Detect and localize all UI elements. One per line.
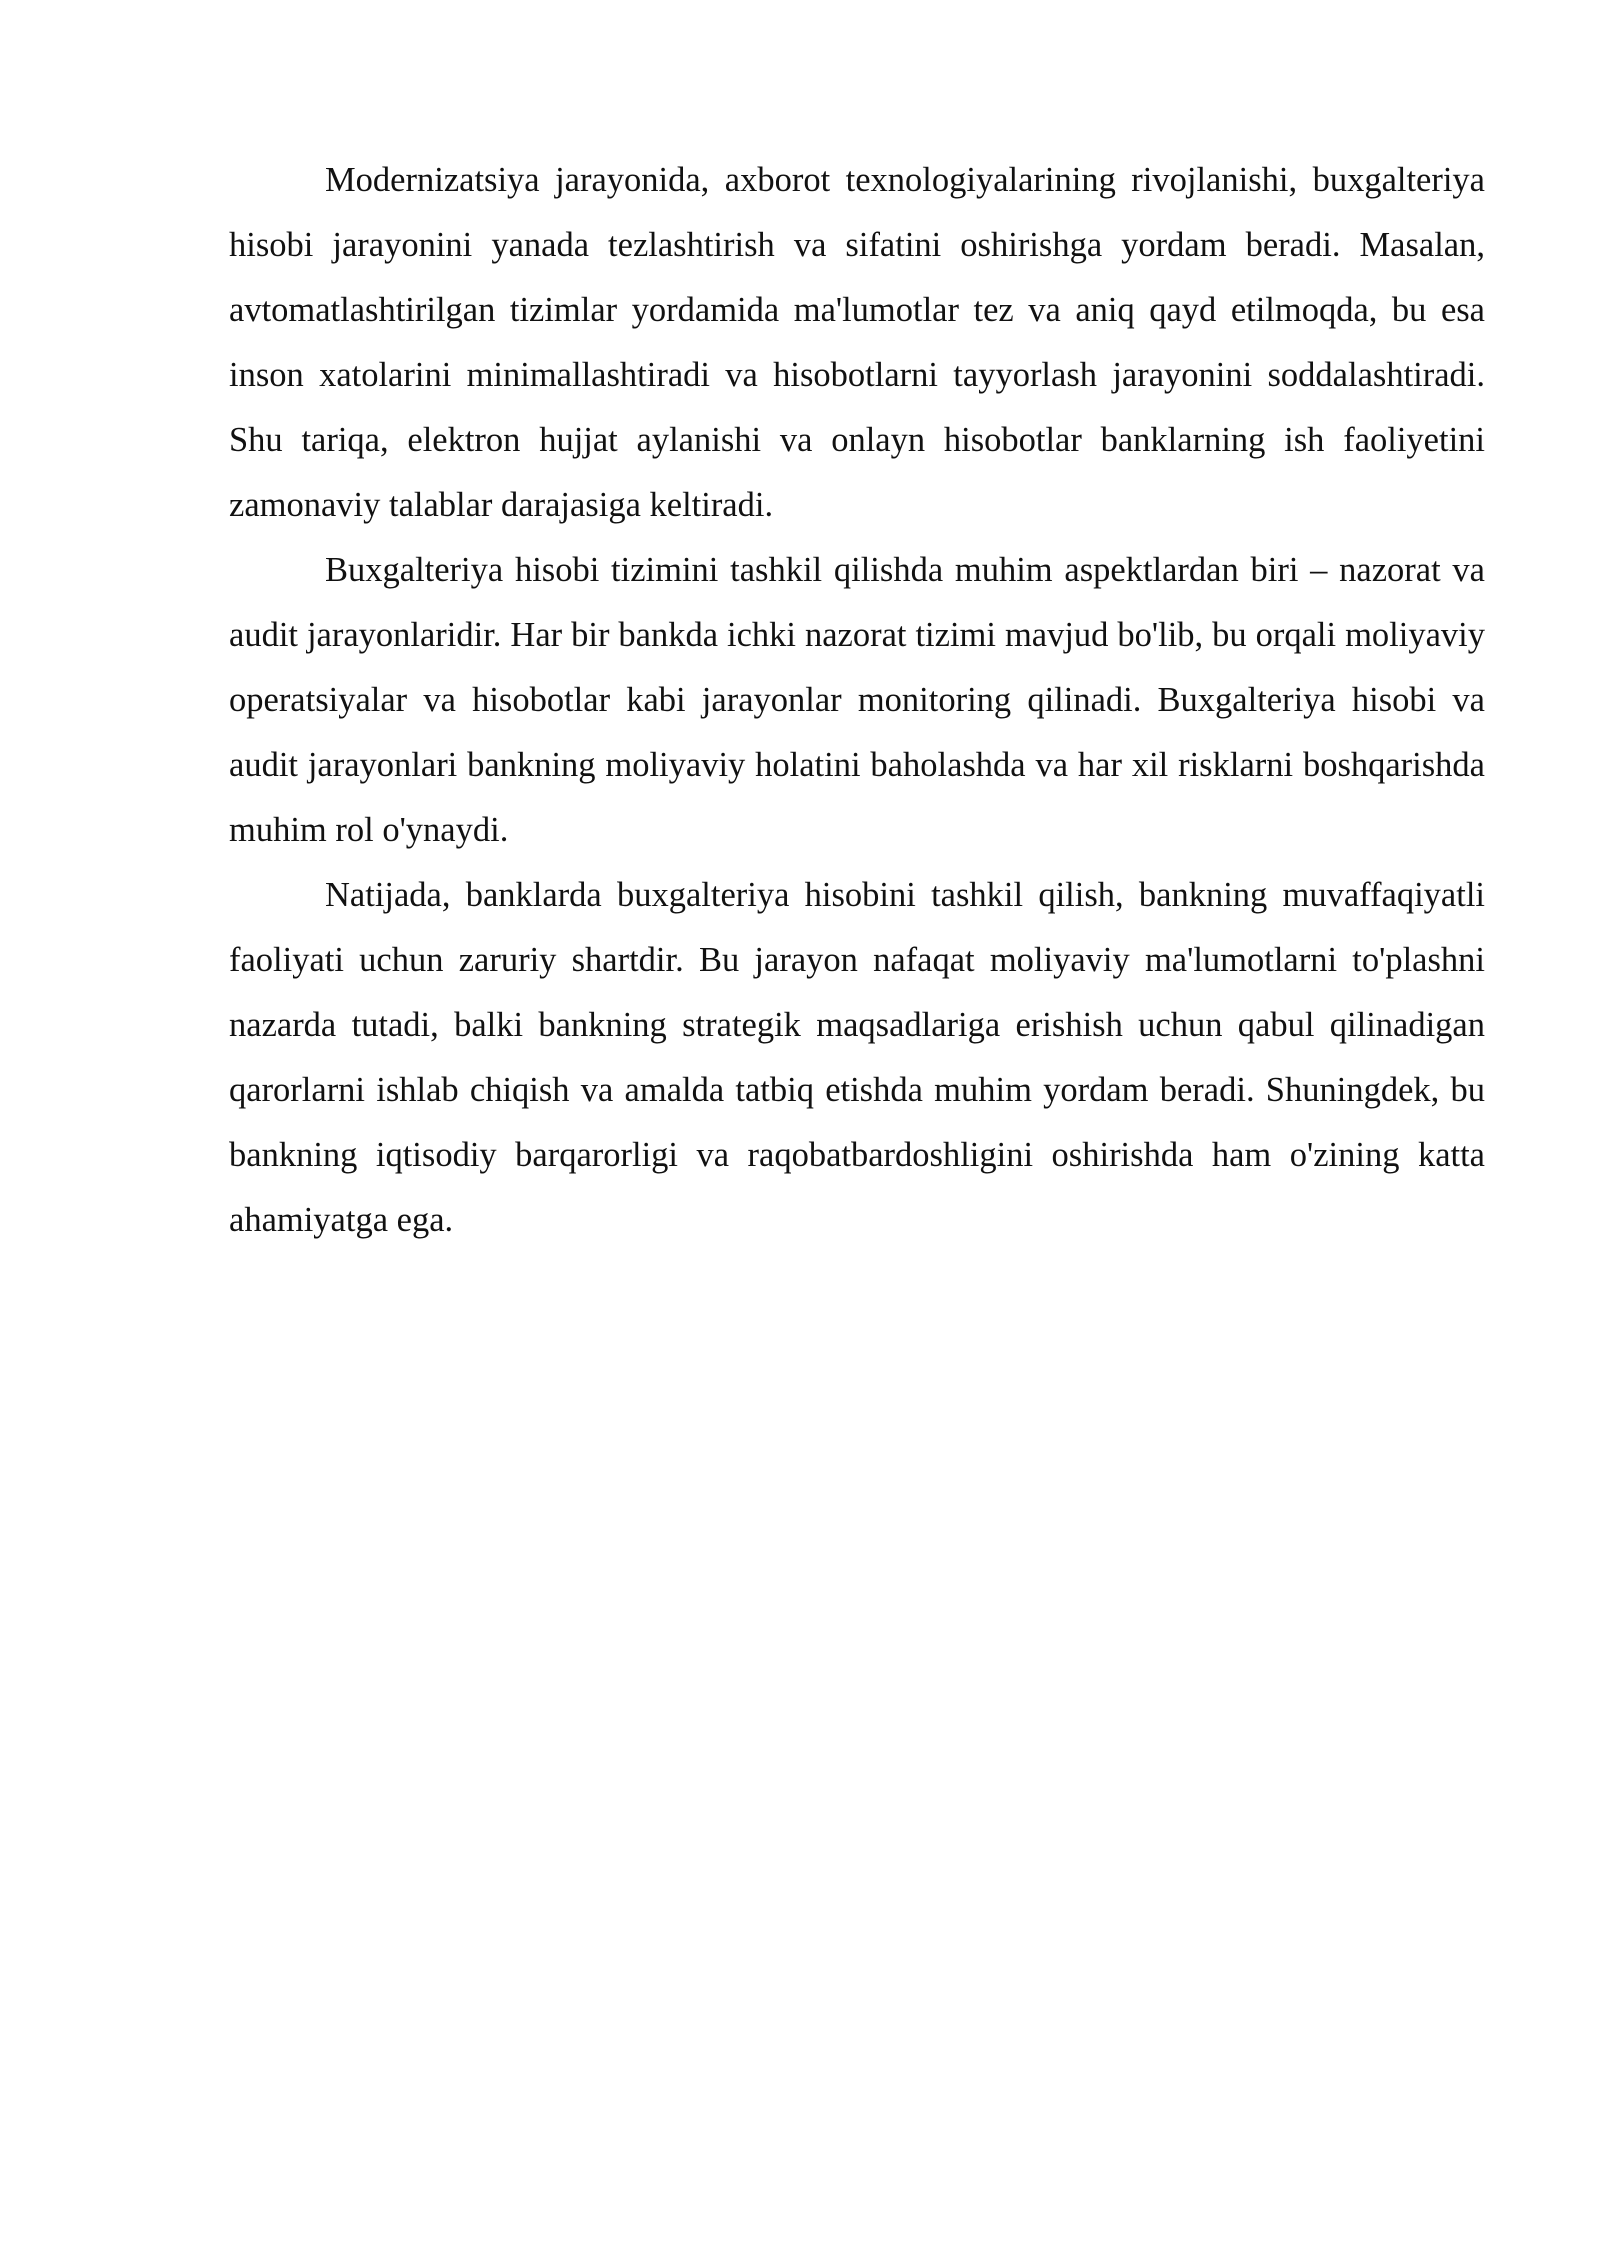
document-body [229,148,1485,1253]
paragraph-modernization: Modernizatsiya jarayonida, axborot texnologiyalarining rivojlanishi, buxgalteriya hisobi jarayonini yanada tezlashtirish va sifatini oshirishga yordam beradi. Masalan, avtomatlashtirilgan tizimlar yordamida ma'lumotlar tez va aniq qayd etilmoqda, bu esa inson xatolarini minimallashtiradi va hisobotlarni tayyorlash jarayonini soddalashtiradi. Shu tariqa, elektron hujjat aylanishi va onlayn hisobotlar banklarning ish faoliyetini zamonaviy talablar darajasiga keltiradi. [229,161,1485,524]
paragraph-conclusion: Natijada, banklarda buxgalteriya hisobini tashkil qilish, bankning muvaffaqiyatli faoliyati uchun zaruriy shartdir. Bu jarayon nafaqat moliyaviy ma'lumotlarni to'plashni nazarda tutadi, balki bankning strategik maqsadlariga erishish uchun qabul qilinadigan qarorlarni ishlab chiqish va amalda tatbiq etishda muhim yordam beradi. Shuningdek, bu bankning iqtisodiy barqarorligi va raqobatbardoshligini oshirishda ham o'zining katta ahamiyatga ega. [229,876,1485,1239]
paragraph-audit-control: Buxgalteriya hisobi tizimini tashkil qilishda muhim aspektlardan biri – nazorat va audit jarayonlaridir. Har bir bankda ichki nazorat tizimi mavjud bo'lib, bu orqali moliyaviy operatsiyalar va hisobotlar kabi jarayonlar monitoring qilinadi. Buxgalteriya hisobi va audit jarayonlari bankning moliyaviy holatini baholashda va har xil risklarni boshqarishda muhim rol o'ynaydi. [229,551,1485,849]
